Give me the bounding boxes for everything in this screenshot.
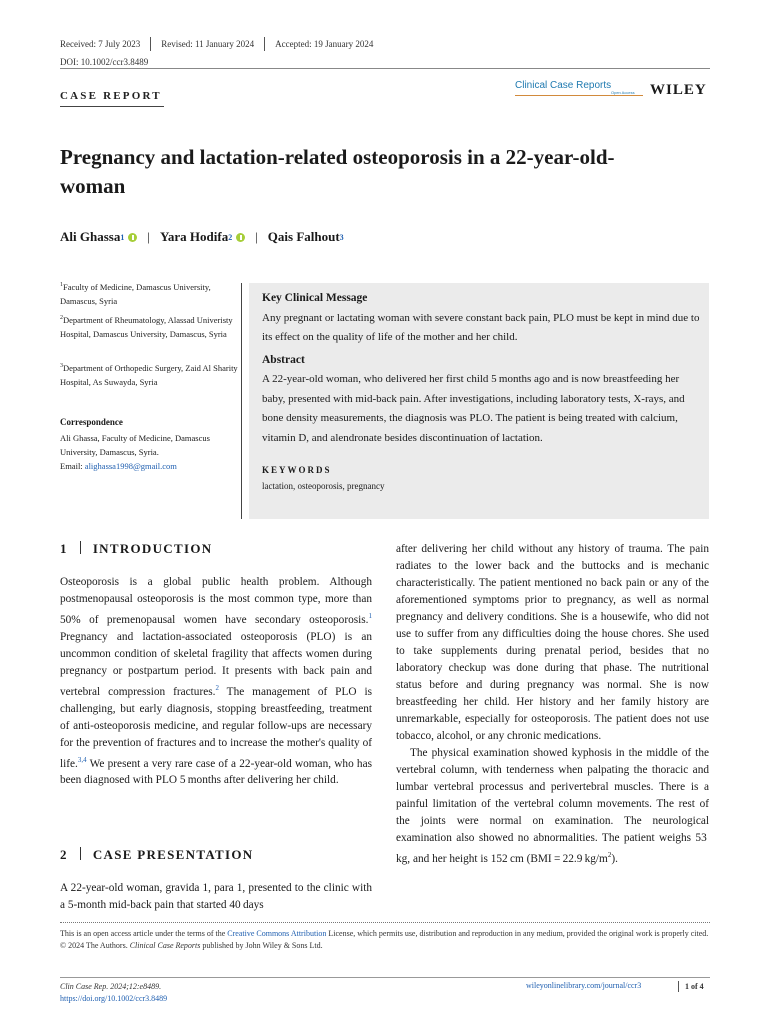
article-type-underline — [60, 106, 164, 107]
received-date: Received: 7 July 2023 — [60, 39, 141, 49]
publisher-logo: WILEY — [650, 82, 707, 98]
doi-label: DOI: 10.1002/ccr3.8489 — [60, 57, 149, 67]
article-title: Pregnancy and lactation-related osteoporosis in a 22-year-old-woman — [60, 145, 615, 198]
journal-logo-underline — [515, 95, 643, 96]
author-list: Ali Ghassa 1 | Yara Hodifa 2 | Qais Falhout 3 — [60, 229, 344, 244]
section-heading-case-presentation: 2 CASE PRESENTATION — [60, 847, 254, 862]
author-name[interactable]: Qais Falhout — [267, 229, 340, 244]
orcid-icon[interactable] — [128, 233, 137, 242]
keywords-list: lactation, osteoporosis, pregnancy — [262, 481, 385, 491]
author-affil-ref[interactable]: 1 — [120, 232, 125, 242]
affiliation: $^1$Faculty of Medicine, Damascus University, Damascus, Syria — [60, 281, 211, 306]
footnote-divider — [60, 922, 710, 923]
case-presentation-text-right: after delivering her child without any history of trauma. The pain radiates to the lower back and the buttocks and is mechanic characteristically. The patient mentioned no back pain or any of the aforementioned symptoms prior to pregnancy, as well as normal pregnancy and delivery conditions. She is a housewife, who did not use to suffer from any difficulties doing the house chores. She used to take supplements during prenatal period, besides that no laboratory checkup was done during that phase. The nutritional status before and during pregnancy was normal. She is now breastfeeding her child. Her history and her family history are unremarkable, especially for osteoporosis. The patient does not use tobacco, alcohol, or any chronic medications. The physical examination showed kyphosis in the middle of the vertebral column, with tenderness when palpating the thoracic and lumbar vertebral processus and perivertebral muscles. There is a painful limitation of the vertebral column movements. The rest of the joints were normal on examination. The neurological examination also showed no abnormalities. The patient weighs 53 kg, and her height is 152 cm (BMI = 22.9 $kg/m^2$). — [396, 543, 709, 865]
citation-ref[interactable]: 3,4 — [77, 755, 87, 764]
author-name[interactable]: Ali Ghassa — [60, 229, 121, 244]
abstract-box — [249, 283, 709, 519]
citation-ref[interactable]: 2 — [215, 683, 219, 692]
citation-info: Clin Case Rep. 2024;12:e8489. https://doi.org/10.1002/ccr3.8489 — [60, 982, 168, 1003]
header-divider — [60, 68, 710, 69]
correspondence-body: Ali Ghassa, Faculty of Medicine, Damascus University, Damascus, Syria. Email: alighassa1998@gmail.com — [60, 433, 210, 471]
affiliation: $^2$Department of Rheumatology, Alassad Univeristy Hospital, Damascus University, Damascus, Syria — [60, 314, 233, 339]
author-name[interactable]: Yara Hodifa — [159, 229, 229, 244]
article-dates — [60, 37, 373, 51]
orcid-icon[interactable] — [236, 233, 245, 242]
abstract-heading: Abstract — [262, 353, 305, 366]
license-link[interactable]: Creative Commons Attribution — [227, 929, 327, 938]
article-type: CASE REPORT — [60, 90, 162, 102]
abstract-text: A 22-year-old woman, who delivered her first child 5 months ago and is now breastfeeding her baby, presented with mid-back pain. After investigations, including laboratory tests, X-rays, and bone density measurements, the diagnosis was PLO. The patient is being treated with calcium, vitamin D, and alendronate besides discontinuation of lactation. — [262, 373, 685, 444]
introduction-text: Osteoporosis is a global public health problem. Although postmenopausal osteoporosis is the most common type, more than 50% of premenopausal women have secondary osteoporosis.$^1$ Pregnancy and lactation-associated osteoporosis (PLO) is an uncommon condition of skeletal fragility that affects women during pregnancy or postpartum period. It presents with back pain and vertebral compression fractures.$^2$ The management of PLO is challenging, but early diagnosis, stopping breastfeeding, treatment of anti-osteoporosis medicine, and regular follow-ups are necessary for the prevention of fractures and to increase the mother's quality of life.$^{3,4}$ We present a very rare case of a 22-year-old woman, who has been diagnosed with PLO 5 months after delivering her child. — [60, 576, 372, 787]
author-affil-ref[interactable]: 3 — [339, 232, 344, 242]
affiliation: $^3$Department of Orthopedic Surgery, Zaid Al Sharity Hospital, As Suwayda, Syria — [60, 362, 238, 387]
key-message-text: Any pregnant or lactating woman with severe constant back pain, PLO must be kept in mind due to its effect on the quality of life of the mother and her child. — [262, 311, 700, 343]
email-link[interactable]: alighassa1998@gmail.com — [84, 461, 177, 471]
revised-date: Revised: 11 January 2024 — [161, 39, 255, 49]
case-presentation-text-left: A 22-year-old woman, gravida 1, para 1, presented to the clinic with a 5-month mid-back pain that started 40 days — [60, 882, 372, 911]
correspondence-heading: Correspondence — [60, 417, 123, 427]
doi-link[interactable]: https://doi.org/10.1002/ccr3.8489 — [60, 994, 168, 1003]
footer-divider — [60, 977, 710, 978]
page-number: 1 of 4 — [678, 981, 704, 992]
journal-website-link[interactable]: wileyonlinelibrary.com/journal/ccr3 — [526, 981, 642, 990]
section-heading-introduction: 1 INTRODUCTION — [60, 541, 213, 556]
keywords-heading: KEYWORDS — [262, 465, 332, 475]
journal-logo: Clinical Case Reports — [515, 80, 612, 91]
author-affil-ref[interactable]: 2 — [228, 232, 233, 242]
accepted-date: Accepted: 19 January 2024 — [275, 39, 374, 49]
license-footnote: This is an open access article under the terms of the Creative Commons Attribution License, which permits use, distribution and reproduction in any medium, provided the original work is properly cited. © 2024 The Authors. Clinical Case Reports published by John Wiley & Sons Ltd. — [60, 929, 709, 950]
abstract-divider — [241, 283, 242, 519]
citation-ref[interactable]: 1 — [368, 612, 372, 620]
open-access-tag: Open Access — [611, 90, 635, 95]
key-message-heading: Key Clinical Message — [262, 292, 368, 304]
